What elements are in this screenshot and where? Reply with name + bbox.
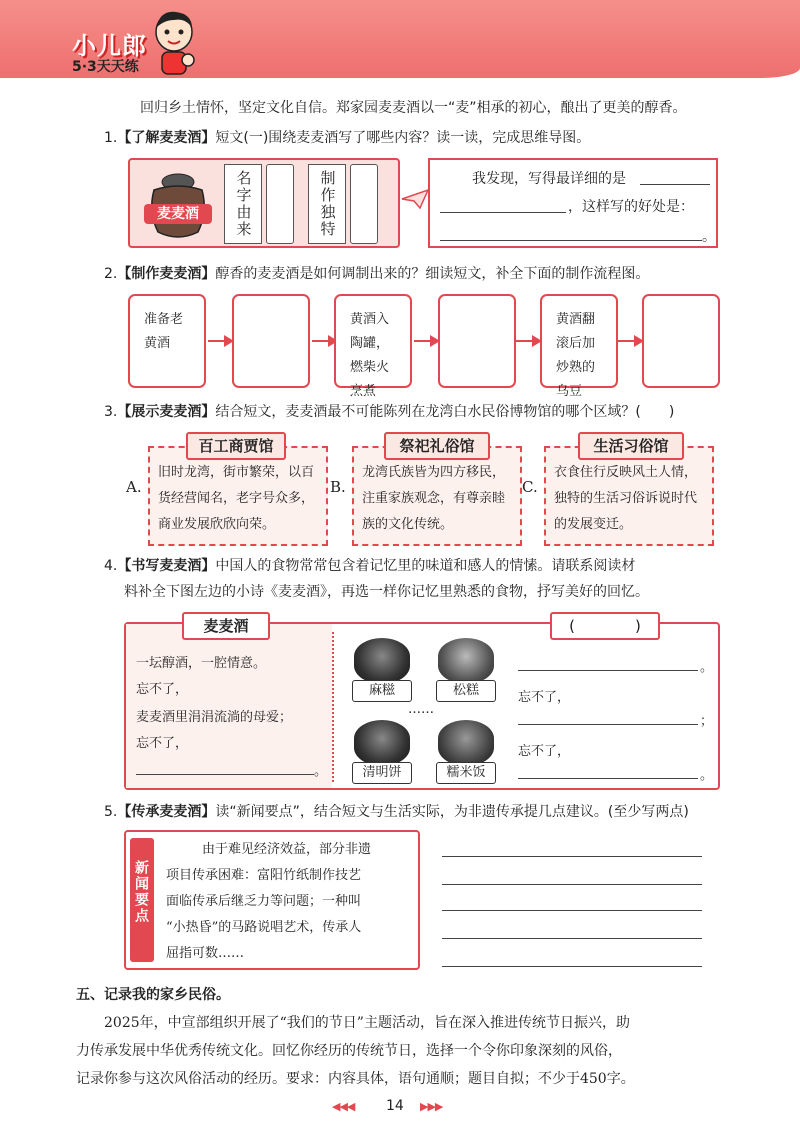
flow-step-2[interactable] <box>232 294 310 388</box>
food-label-maci: 麻糍 <box>352 680 412 702</box>
food-photo-nuomifan <box>438 720 494 766</box>
food-photo-qingmingbing <box>354 720 410 766</box>
food-photo-maci <box>354 638 410 684</box>
mindmap-answer-2[interactable] <box>350 164 378 244</box>
poem-line-4: 忘不了， <box>136 736 189 751</box>
poem-title: 麦麦酒 <box>182 612 270 640</box>
flow-step-1: 准备老黄酒 <box>128 294 206 388</box>
memory-blank-1[interactable] <box>518 670 698 671</box>
q1-tag: 【了解麦麦酒】 <box>117 130 216 146</box>
mindmap-cell-1 <box>224 164 262 244</box>
memory-blank-2[interactable] <box>518 724 698 725</box>
option-c-title: 生活习俗馆 <box>578 432 684 460</box>
note-line-1: 我发现，写得最详细的是 <box>472 171 626 187</box>
flow-step-6[interactable] <box>642 294 720 388</box>
wine-jar-icon <box>140 168 216 244</box>
option-a-title: 百工商贾馆 <box>186 432 286 460</box>
q1-number: 1. <box>104 130 118 146</box>
intro-text: 回归乡土情怀，坚定文化自信。郑家园麦麦酒以一“麦”相承的初心，酿出了更美的醇香。 <box>140 100 687 116</box>
news-line-2: 项目传承困难：富阳竹纸制作技艺 <box>166 868 362 883</box>
suggestion-line-5[interactable] <box>442 966 702 967</box>
jar-label: 麦麦酒 <box>157 206 199 222</box>
q2-text: 醇香的麦麦酒是如何调制出来的？细读短文，补全下面的制作流程图。 <box>215 266 650 282</box>
note-blank-2[interactable] <box>440 212 566 213</box>
flow-arrow-5 <box>618 334 644 348</box>
q4-panel <box>124 622 720 790</box>
footer-left-arrows: ◀◀◀ <box>332 1100 355 1113</box>
news-line-3: 面临传承后继乏力等问题；一种叫 <box>166 894 362 909</box>
section-5-line-2: 力传承发展中华优秀传统文化。回忆你经历的传统节日，选择一个令你印象深刻的风俗， <box>76 1043 622 1059</box>
mindmap-label-origin: 名字由来 <box>234 170 253 238</box>
suggestion-line-3[interactable] <box>442 910 702 911</box>
page-header <box>0 0 800 78</box>
memory-line-4: 忘不了， <box>518 744 571 759</box>
flow-step-3: 黄酒入陶罐，燃柴火烹煮 <box>334 294 412 388</box>
q4-number: 4. <box>104 558 118 574</box>
option-c-body: 衣食住行反映风土人情，独特的生活习俗诉说时代的发展变迁。 <box>554 465 698 532</box>
memory-end-1: 。 <box>700 660 714 675</box>
q5-tag: 【传承麦麦酒】 <box>117 804 216 820</box>
question-4-cont: 料补全下图左边的小诗《麦麦酒》，再选一样你记忆里熟悉的食物，抒写美好的回忆。 <box>124 584 649 600</box>
option-a-letter[interactable]: A. <box>126 478 142 496</box>
section-5-line-1: 2025年，中宣部组织开展了“我们的节日”主题活动，旨在深入推进传统节日振兴，助 <box>104 1015 630 1031</box>
paper-plane-icon <box>400 188 430 210</box>
flow-step-4[interactable] <box>438 294 516 388</box>
news-box <box>124 830 420 970</box>
option-c-letter[interactable]: C. <box>522 478 538 496</box>
poem-line-2: 忘不了， <box>136 682 189 697</box>
memory-end-2: ； <box>700 714 714 729</box>
suggestion-line-2[interactable] <box>442 884 702 885</box>
food-photo-songgao <box>438 638 494 684</box>
q1-mindmap <box>128 158 400 248</box>
poem-blank[interactable] <box>136 774 314 775</box>
option-b-box[interactable] <box>352 446 522 546</box>
option-b-title: 祭祀礼俗馆 <box>384 432 490 460</box>
poem-end: 。 <box>314 764 328 779</box>
memory-line-2: 忘不了， <box>518 690 571 705</box>
q3-number: 3. <box>104 404 118 420</box>
poem-line-1: 一坛醇酒，一腔情意。 <box>136 656 267 671</box>
question-2 <box>104 264 784 284</box>
note-end: 。 <box>702 229 716 245</box>
flow-arrow-4 <box>516 334 542 348</box>
q3-text: 结合短文，麦麦酒最不可能陈列在龙湾白水民俗博物馆的哪个区域？( ) <box>215 404 675 420</box>
flow-step-5: 黄酒翻滚后加炒熟的乌豆 <box>540 294 618 388</box>
option-a-box[interactable] <box>148 446 328 546</box>
section-5-title: 五、记录我的家乡民俗。 <box>76 987 230 1003</box>
question-5 <box>104 802 794 822</box>
mascot-icon <box>150 8 198 76</box>
flow-arrow-3 <box>414 334 440 348</box>
food-label-nuomifan: 糯米饭 <box>436 762 496 784</box>
question-1 <box>104 128 784 148</box>
mindmap-cell-2 <box>308 164 346 244</box>
news-line-5: 屈指可数…… <box>166 946 245 961</box>
q1-note-box <box>428 158 718 248</box>
flow-arrow-1 <box>208 334 234 348</box>
suggestion-line-4[interactable] <box>442 938 702 939</box>
section-5-line-3: 记录你参与这次风俗活动的经历。要求：内容具体，语句通顺；题目自拟；不少于450字。 <box>76 1071 635 1087</box>
memory-blank-3[interactable] <box>518 778 698 779</box>
note-blank-3[interactable] <box>440 240 702 241</box>
q5-number: 5. <box>104 804 118 820</box>
blank-title[interactable]: ( ) <box>550 612 660 640</box>
suggestion-line-1[interactable] <box>442 856 702 857</box>
note-blank-1[interactable] <box>640 184 710 185</box>
option-b-letter[interactable]: B. <box>330 478 346 496</box>
question-3 <box>104 402 794 422</box>
page-number: 14 <box>386 1098 404 1114</box>
option-c-box[interactable] <box>544 446 714 546</box>
q4-tag: 【书写麦麦酒】 <box>117 558 216 574</box>
question-4 <box>104 556 794 576</box>
option-a-body: 旧时龙湾，街市繁荣，以百货经营闻名，老字号众多，商业发展欣欣向荣。 <box>158 465 315 532</box>
mindmap-answer-1[interactable] <box>266 164 294 244</box>
q3-tag: 【展示麦麦酒】 <box>117 404 216 420</box>
poem-line-3: 麦麦酒里涓涓流淌的母爱； <box>136 710 293 725</box>
panel-divider <box>332 632 334 782</box>
food-label-qingmingbing: 清明饼 <box>352 762 412 784</box>
q1-text: 短文(一)围绕麦麦酒写了哪些内容？读一读，完成思维导图。 <box>215 130 591 146</box>
q2-tag: 【制作麦麦酒】 <box>117 266 216 282</box>
mindmap-label-making: 制作独特 <box>318 170 337 238</box>
series-name: 5·3天天练 <box>72 59 139 75</box>
option-b-body: 龙湾氏族皆为四方移民，注重家族观念，有尊亲睦族的文化传统。 <box>362 465 506 532</box>
footer-right-arrows: ▶▶▶ <box>420 1100 443 1113</box>
food-ellipsis: …… <box>408 702 434 717</box>
q2-number: 2. <box>104 266 118 282</box>
news-line-4: “小热昏”的马路说唱艺术，传承人 <box>166 920 362 935</box>
news-side-label: 新闻要点 <box>133 860 149 924</box>
note-line-2: ，这样写的好处是： <box>568 199 694 215</box>
brand-logo: 小儿郎 <box>72 32 147 60</box>
q4-text-1: 中国人的食物常常包含着记忆里的味道和感人的情愫。请联系阅读材 <box>215 558 636 574</box>
q5-text: 读“新闻要点”，结合短文与生活实际，为非遗传承提几点建议。(至少写两点) <box>215 804 689 820</box>
food-label-songgao: 松糕 <box>436 680 496 702</box>
memory-end-3: 。 <box>700 768 714 783</box>
news-line-1: 由于难见经济效益，部分非遗 <box>202 842 372 857</box>
